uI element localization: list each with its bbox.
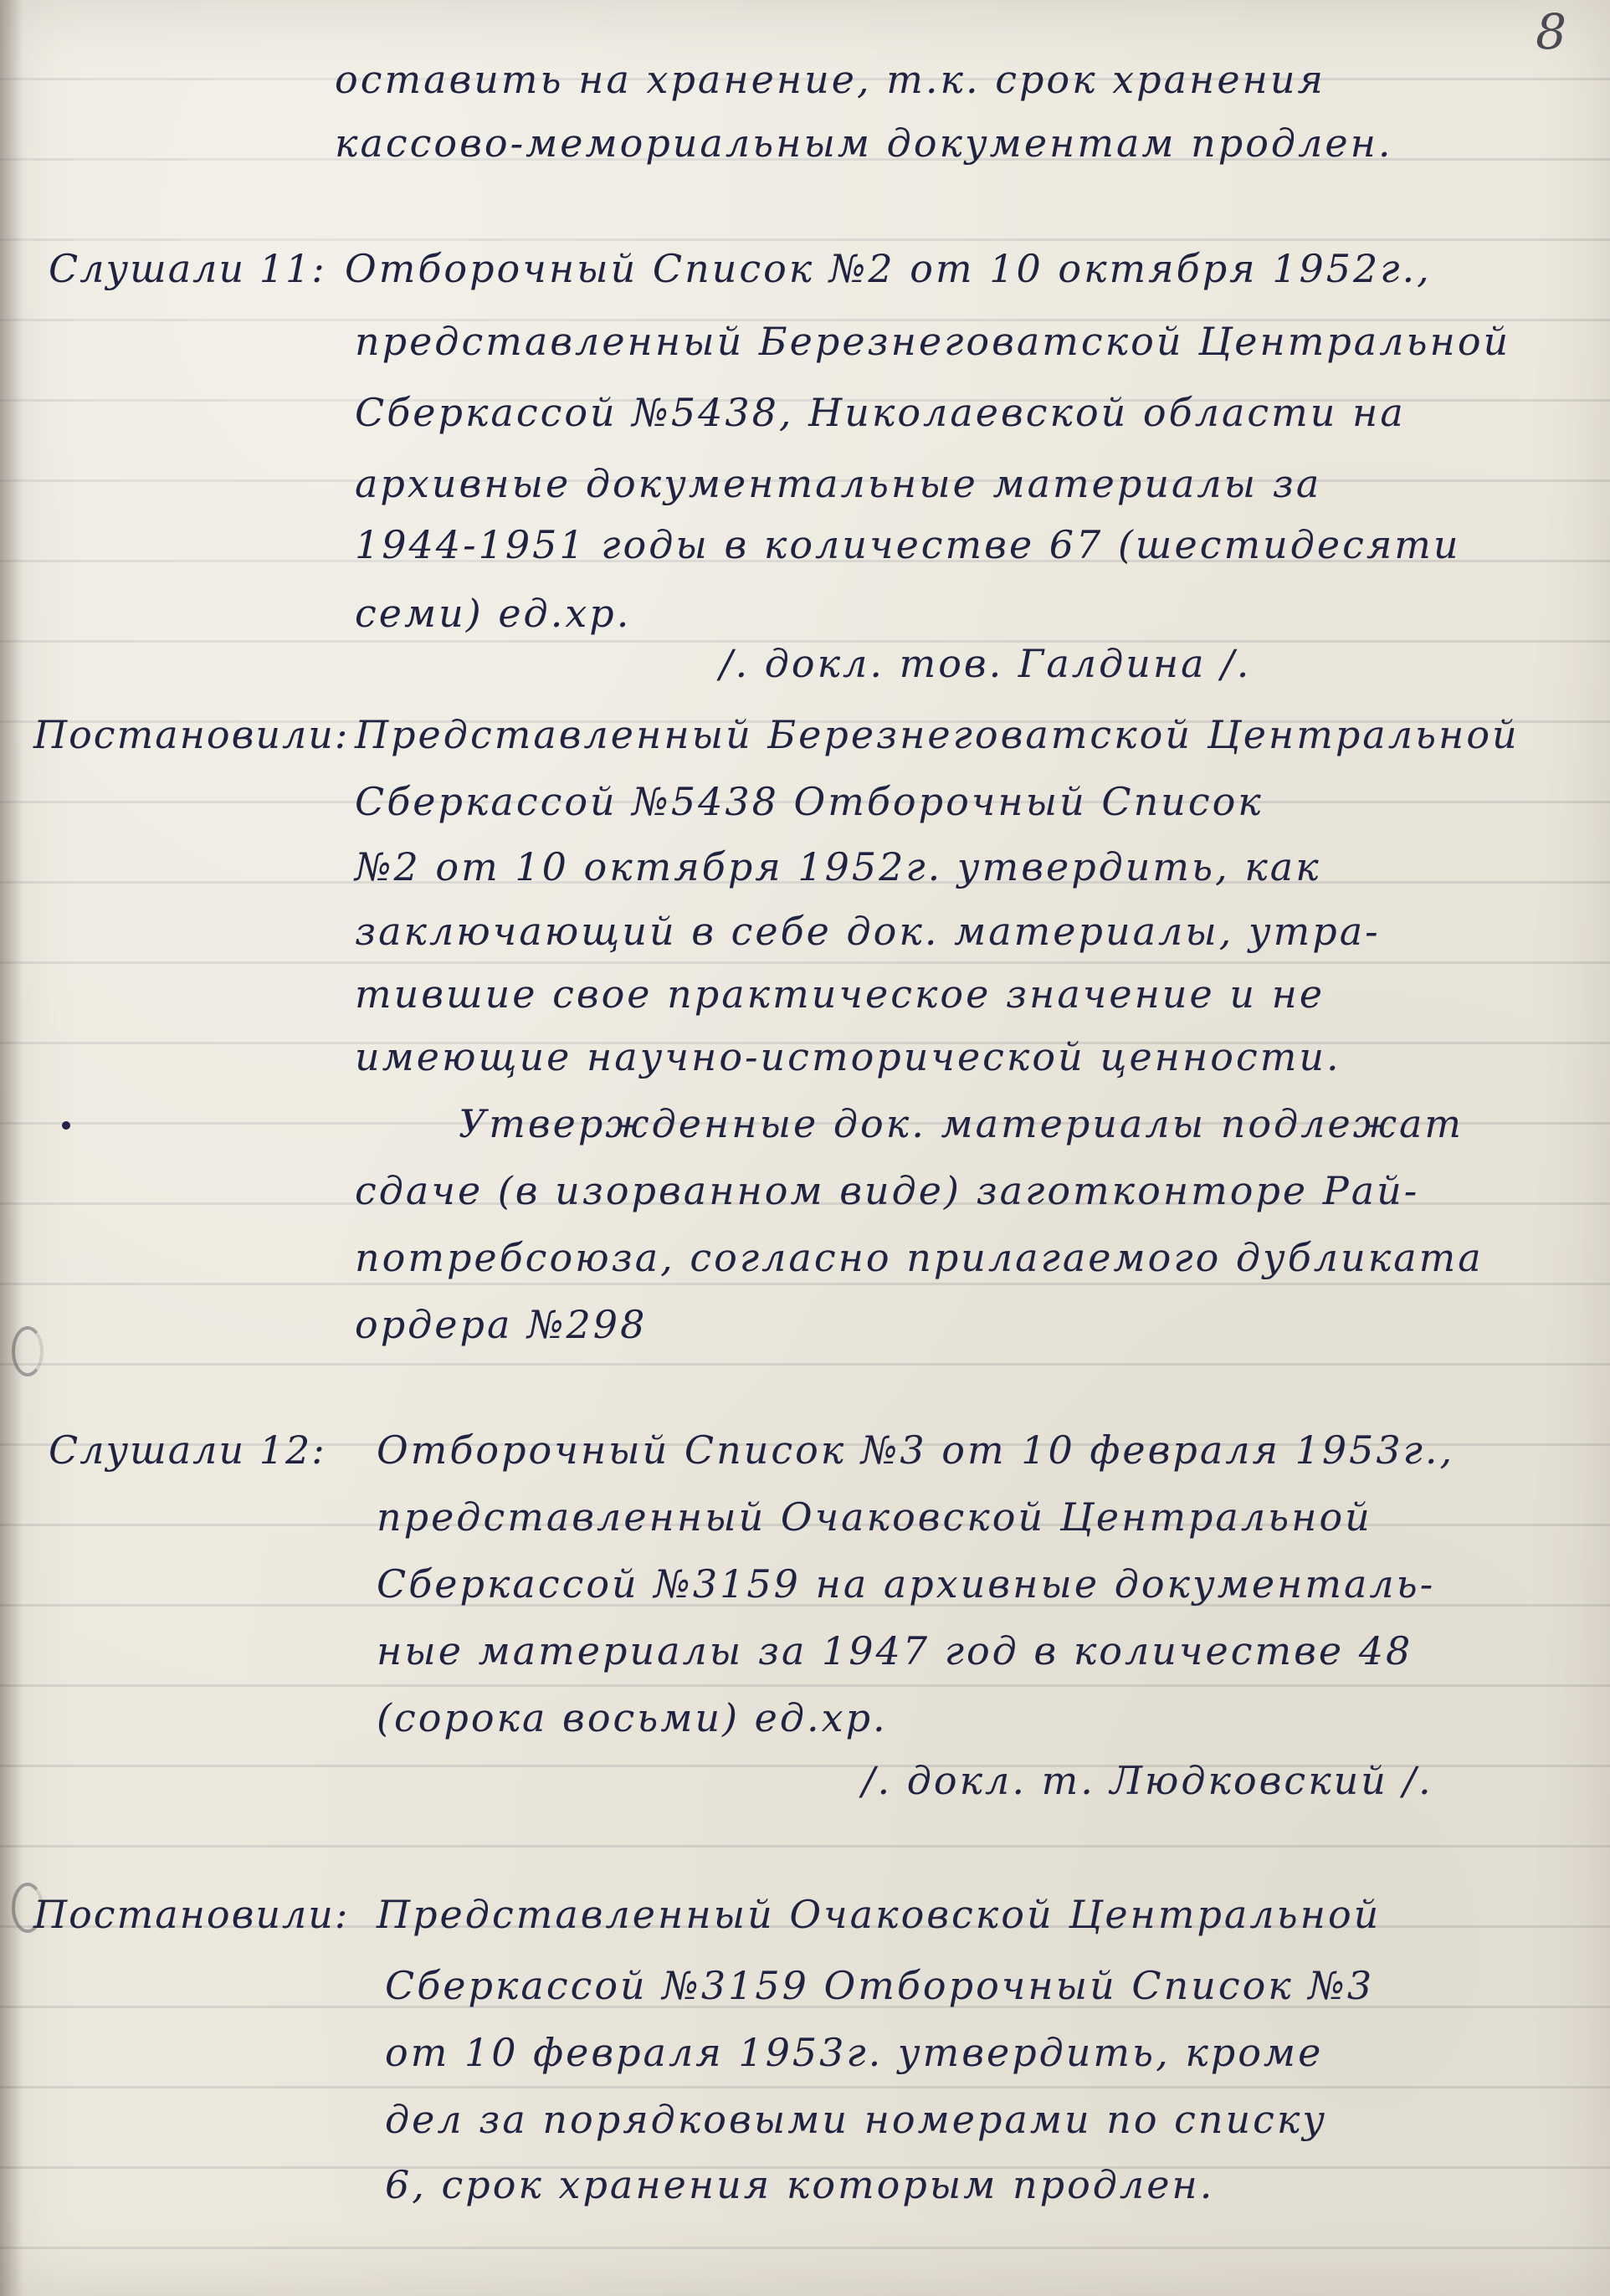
resolution-line: дел за порядковыми номерами по списку — [385, 2097, 1328, 2142]
resolution-line: Представленный Березнеговатской Центральной — [355, 712, 1520, 757]
item-line: представленный Очаковской Центральной — [377, 1494, 1372, 1540]
resolution-line: 6, срок хранения которым продлен. — [385, 2162, 1215, 2207]
item-line: Сберкассой №5438, Николаевской области на — [355, 390, 1406, 435]
item-label: Слушали 11: — [49, 246, 326, 291]
resolution-line: Утвержденные док. материалы подлежат — [459, 1101, 1464, 1146]
report-note: /. докл. т. Людковский /. — [862, 1758, 1433, 1803]
resolution-line: сдаче (в изорванном виде) заготконторе Рай- — [355, 1168, 1420, 1213]
resolution-label: Постановили: — [33, 712, 350, 757]
resolution-line: Представленный Очаковской Центральной — [377, 1892, 1382, 1937]
resolution-line: Сберкассой №3159 Отборочный Список №3 — [385, 1963, 1375, 2008]
resolution-line: №2 от 10 октября 1952г. утвердить, как — [355, 844, 1321, 889]
resolution-line: заключающий в себе док. материалы, утра- — [355, 909, 1381, 954]
item-line: Отборочный Список №2 от 10 октября 1952г., — [345, 246, 1432, 291]
item-line: семи) ед.хр. — [355, 591, 632, 636]
margin-dot — [62, 1121, 70, 1130]
item-line: представленный Березнеговатской Центральной — [355, 319, 1511, 364]
page-edge-shadow — [0, 0, 23, 2296]
item-line: ные материалы за 1947 год в количестве 48 — [377, 1628, 1413, 1673]
resolution-line: Сберкассой №5438 Отборочный Список — [355, 779, 1264, 824]
item-label: Слушали 12: — [49, 1427, 326, 1473]
item-line: Сберкассой №3159 на архивные документаль- — [377, 1561, 1436, 1607]
binding-hole — [12, 1326, 44, 1376]
intro-line: кассово-мемориальным документам продлен. — [335, 120, 1393, 166]
item-line: Отборочный Список №3 от 10 февраля 1953г., — [377, 1427, 1455, 1473]
item-line: (сорока восьми) ед.хр. — [377, 1695, 888, 1740]
resolution-line: ордера №298 — [355, 1302, 648, 1347]
resolution-line: потребсоюза, согласно прилагаемого дубликата — [355, 1235, 1484, 1280]
resolution-line: от 10 февраля 1953г. утвердить, кроме — [385, 2030, 1324, 2075]
resolution-line: имеющие научно-исторической ценности. — [355, 1034, 1341, 1079]
intro-line: оставить на хранение, т.к. срок хранения — [335, 57, 1325, 102]
report-note: /. докл. тов. Галдина /. — [720, 641, 1252, 686]
resolution-line: тившие свое практическое значение и не — [355, 971, 1325, 1017]
page-number: 8 — [1536, 3, 1566, 60]
item-line: архивные документальные материалы за — [355, 461, 1322, 506]
item-line: 1944-1951 годы в количестве 67 (шестидесяти — [355, 522, 1461, 567]
resolution-label: Постановили: — [33, 1892, 350, 1937]
